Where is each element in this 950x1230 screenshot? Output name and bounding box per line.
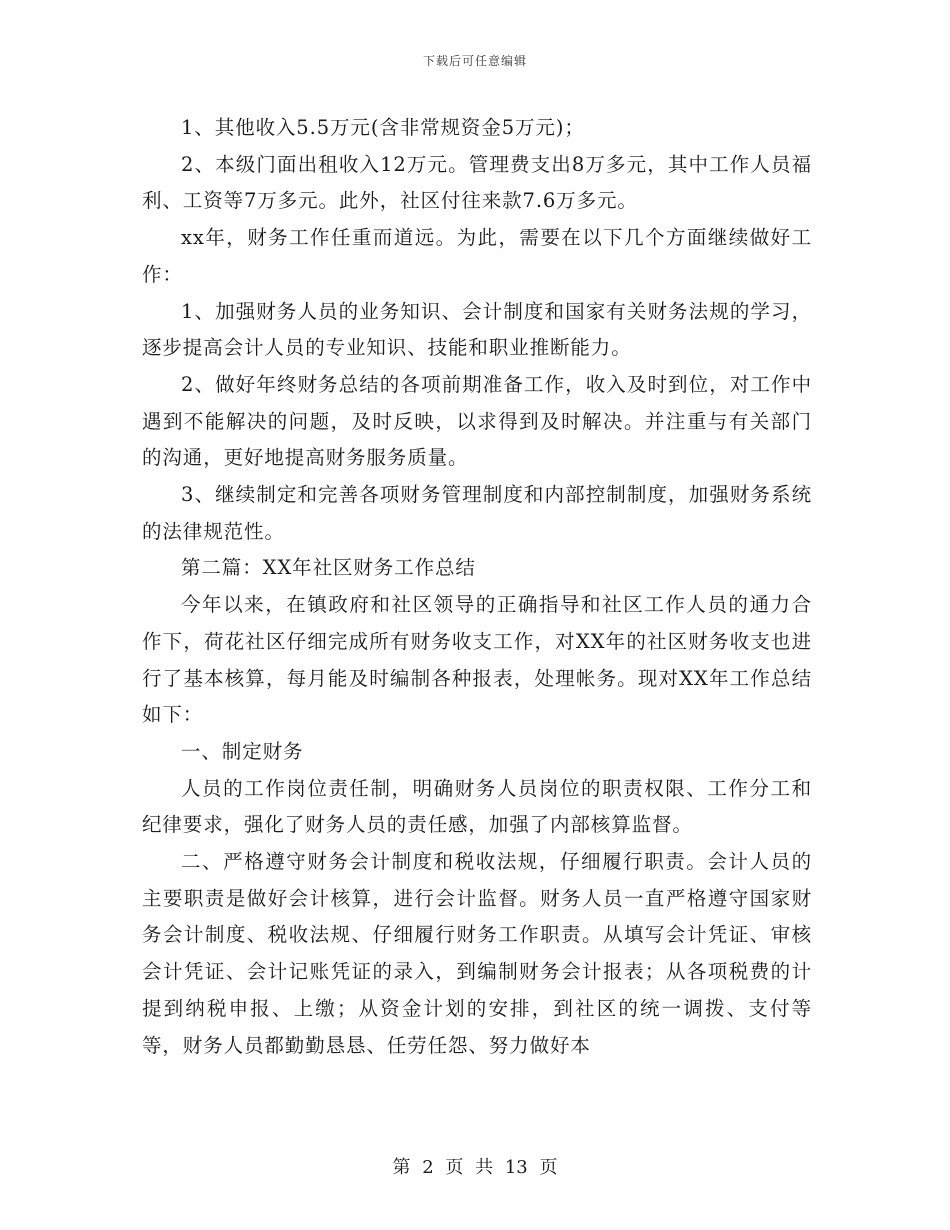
section-title: 第二篇：XX年社区财务工作总结 bbox=[181, 556, 476, 580]
page-header: 下载后可任意编辑 bbox=[422, 54, 527, 68]
subheading-1: 一、制定财务 bbox=[181, 739, 304, 763]
paragraph-8: 今年以来，在镇政府和社区领导的正确指导和社区工作人员的通力合作下，荷花社区仔细完成所有财务收支工作，对XX年的社区财务收支也进行了基本核算，每月能及时编制各种报表，处理帐务。现对XX年工作总结如下： bbox=[142, 593, 812, 727]
paragraph-11: 二、严格遵守财务会计制度和税收法规，仔细履行职责。会计人员的主要职责是做好会计核算，进行会计监督。财务人员一直严格遵守国家财务会计制度、税收法规、仔细履行财务工作职责。从填写会计凭证、审核会计凭证、会计记账凭证的录入，到编制财务会计报表；从各项税费的计提到纳税申报、上缴；从资金计划的安排，到社区的统一调拨、支付等等，财务人员都勤勤恳恳、任劳任怨、努力做好本 bbox=[142, 850, 812, 1057]
paragraph-4: 1、加强财务人员的业务知识、会计制度和国家有关财务法规的学习，逐步提高会计人员的专业知识、技能和职业推断能力。 bbox=[142, 299, 812, 360]
paragraph-10: 人员的工作岗位责任制，明确财务人员岗位的职责权限、工作分工和纪律要求，强化了财务人员的责任感，加强了内部核算监督。 bbox=[142, 776, 812, 837]
paragraph-6: 3、继续制定和完善各项财务管理制度和内部控制制度，加强财务系统的法律规范性。 bbox=[142, 483, 812, 543]
paragraph-1: 1、其他收入5.5万元(含非常规资金5万元)； bbox=[181, 116, 585, 139]
paragraph-3: xx年，财务工作任重而道远。为此，需要在以下几个方面继续做好工作： bbox=[142, 226, 812, 286]
paragraph-2: 2、本级门面出租收入12万元。管理费支出8万多元，其中工作人员福利、工资等7万多元。此外，社区付往来款7.6万多元。 bbox=[142, 152, 812, 213]
page-number: 第 2 页 共 13 页 bbox=[392, 1157, 558, 1178]
document-body bbox=[142, 110, 812, 1064]
paragraph-5: 2、做好年终财务总结的各项前期准备工作，收入及时到位，对工作中遇到不能解决的问题，及时反映，以求得到及时解决。并注重与有关部门的沟通，更好地提高财务服务质量。 bbox=[142, 372, 812, 470]
